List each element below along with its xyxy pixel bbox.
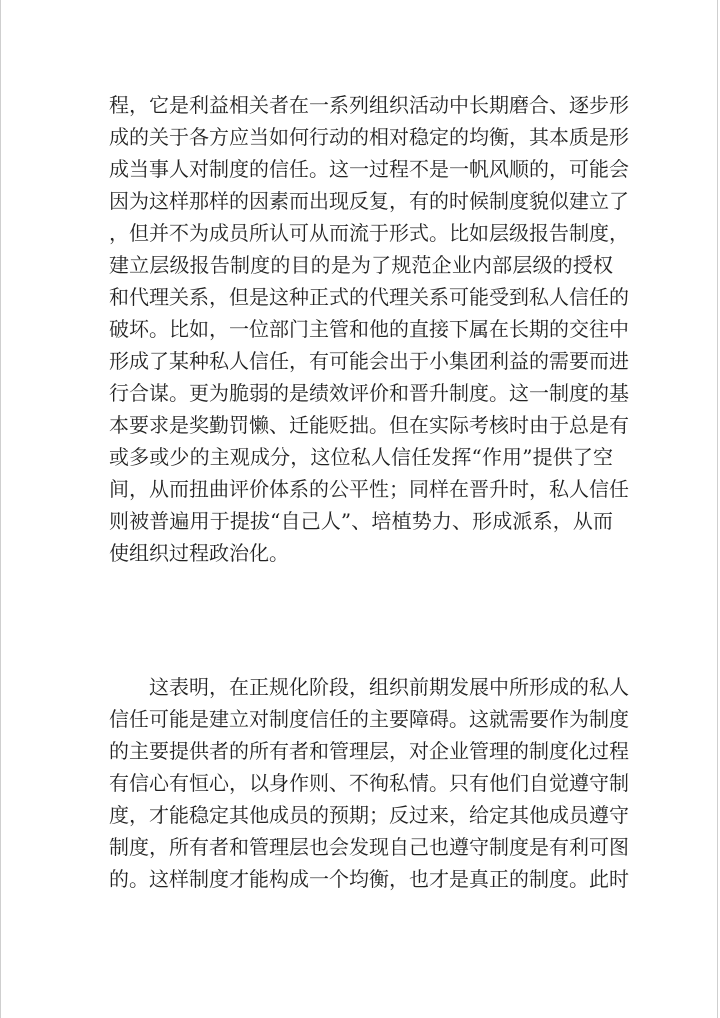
text-line: 则被普遍用于提拔“自己人”、培植势力、形成派系，从而 [109, 509, 613, 533]
text-line: 或多或少的主观成分，这位私人信任发挥“作用”提供了空 [109, 445, 613, 469]
text-line: 破坏。比如，一位部门主管和他的直接下属在长期的交往中 [109, 317, 629, 341]
text-line: 的。这样制度才能构成一个均衡，也才是真正的制度。此时 [109, 867, 629, 891]
text-line: 成的关于各方应当如何行动的相对稳定的均衡，其本质是形 [109, 125, 629, 149]
text-line: 这表明，在正规化阶段，组织前期发展中所形成的私人 [149, 675, 629, 699]
text-line: 行合谋。更为脆弱的是绩效评价和晋升制度。这一制度的基 [109, 381, 629, 405]
text-line: 因为这样那样的因素而出现反复，有的时候制度貌似建立了 [109, 189, 629, 213]
text-line: 本要求是奖勤罚懒、迁能贬拙。但在实际考核时由于总是有 [109, 413, 629, 437]
text-line: 间，从而扭曲评价体系的公平性；同样在晋升时，私人信任 [109, 477, 629, 501]
text-line: 成当事人对制度的信任。这一过程不是一帆风顺的，可能会 [109, 157, 629, 181]
text-line: 制度，所有者和管理层也会发现自己也遵守制度是有利可图 [109, 835, 629, 859]
text-line: 的主要提供者的所有者和管理层，对企业管理的制度化过程 [109, 739, 629, 763]
paragraph-1 [109, 89, 629, 569]
text-line: 使组织过程政治化。 [109, 541, 289, 565]
text-line: 形成了某种私人信任，有可能会出于小集团利益的需要而进 [109, 349, 629, 373]
text-line: 有信心有恒心，以身作则、不徇私情。只有他们自觉遵守制 [109, 771, 629, 795]
text-line: 和代理关系，但是这种正式的代理关系可能受到私人信任的 [109, 285, 629, 309]
text-line: 信任可能是建立对制度信任的主要障碍。这就需要作为制度 [109, 707, 629, 731]
text-line: 程，它是利益相关者在一系列组织活动中长期磨合、逐步形 [109, 93, 629, 117]
text-line: 建立层级报告制度的目的是为了规范企业内部层级的授权 [109, 253, 613, 277]
text-line: ，但并不为成员所认可从而流于形式。比如层级报告制度， [109, 221, 629, 245]
text-line: 度，才能稳定其他成员的预期；反过来，给定其他成员遵守 [109, 803, 629, 827]
paragraph-2 [109, 671, 629, 895]
